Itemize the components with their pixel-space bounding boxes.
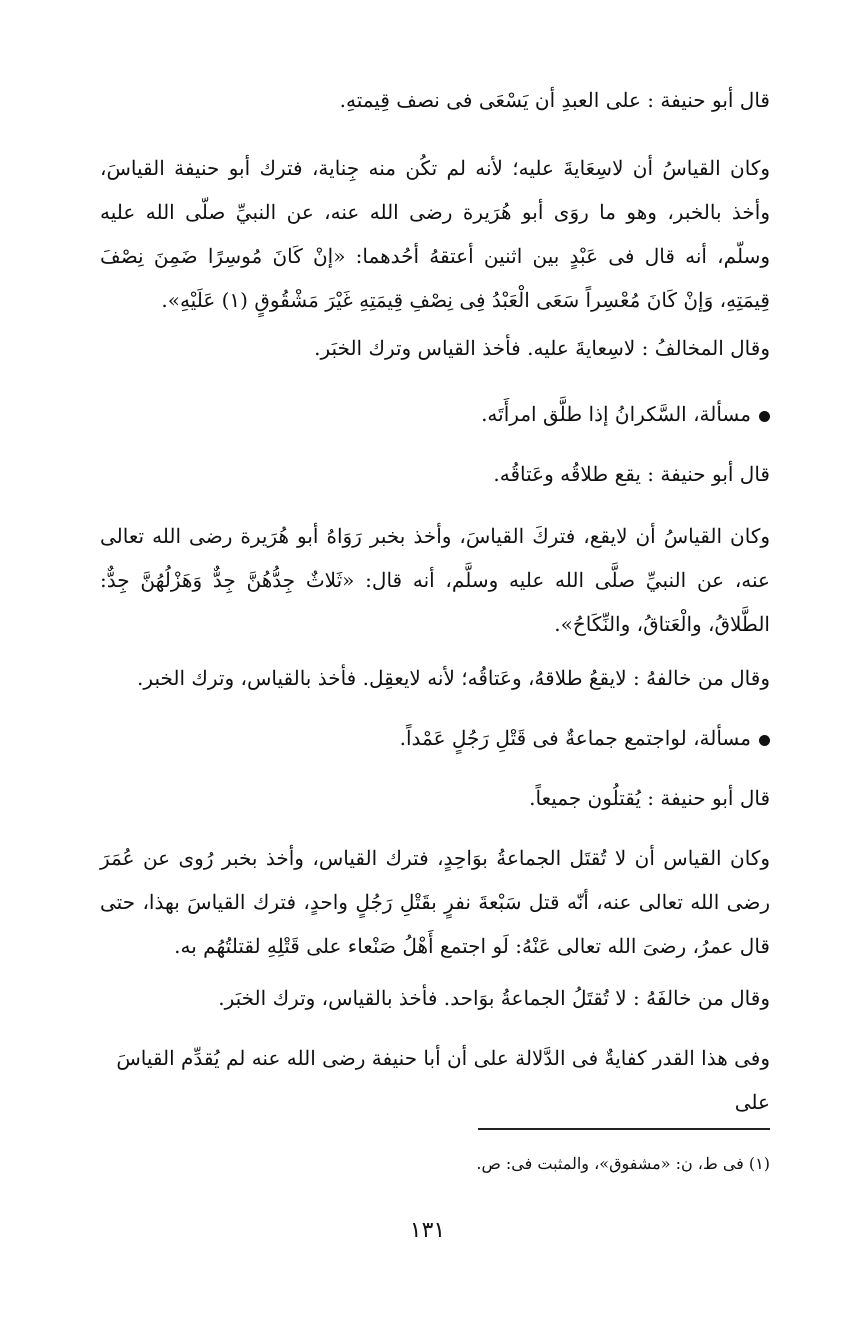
issue-heading-group-killing (100, 716, 770, 760)
footnote-divider (478, 1128, 770, 1130)
issue-heading-drunkard (100, 392, 770, 436)
issue-text-drunkard: مسألة، السَّكرانُ إذا طلَّق امرأَتَه. (481, 402, 751, 426)
footnote: (١) فى ط، ن: «مشفوق»، والمثبت فى: ص. (476, 1154, 770, 1173)
page-number: ١٣١ (409, 1218, 446, 1243)
paragraph-abu-hanifa-saying-3: قال أبو حنيفة : يُقتلُون جميعاً. (529, 786, 770, 810)
paragraph-conclusion: وفى هذا القدر كفايةٌ فى الدَّلالة على أن أبا حنيفة رضى الله عنه لم يُقدِّم القياسَ على (116, 1046, 770, 1114)
paragraph-analogy-explanation-1: وكان القياسُ أن لاسِعَايةَ عليه؛ لأنه لم تكُن منه جِناية، فترك أبو حنيفة القياسَ، وأخذ بالخبر، وهو ما روَى أبو هُرَيرة رضى الله عنه، عن النبيِّ صلّى الله عليه وسلّم، أنه قال فى عَبْدٍ بين اثنين أعتقهُ أحُدهما: «إنْ كَانَ مُوسِرًا ضَمِنَ نِصْفَ قِيمَتِهِ، وَإنْ كَانَ مُعْسِراً سَعَى الْعَبْدُ فِى نِصْفِ قِيمَتِهِ غَيْرَ مَشْقُوقٍ (١) عَلَيْهِ». (100, 156, 770, 312)
paragraph-opponent-saying-1: وقال المخالفُ : لاسِعايةَ عليه. فأخذ القياس وترك الخبَر. (314, 336, 770, 360)
paragraph-analogy-explanation-2: وكان القياسُ أن لايقع، فتركَ القياسَ، وأخذ بخبر رَوَاهُ أبو هُرَيرة رضى الله تعالى عنه، عن النبيِّ صلَّى الله عليه وسلَّم، أنه قال: «ثَلاثٌ جِدُّهُنَّ جِدٌّ وَهَزْلُهُنَّ جِدٌّ: الطَّلاقُ، والْعَتاقُ، والنِّكَاحُ». (100, 524, 770, 636)
paragraph-opponent-saying-2: وقال من خالفهُ : لايقعُ طلاقهُ، وعَتاقُه؛ لأنه لايعقِل. فأخذ بالقياس، وترك الخبر. (137, 666, 770, 690)
paragraph-abu-hanifa-saying-2: قال أبو حنيفة : يقع طلاقُه وعَتاقُه. (493, 462, 770, 486)
issue-text-group-killing: مسألة، لواجتمع جماعةٌ فى قَتْلِ رَجُلٍ عَمْداً. (399, 726, 751, 750)
paragraph-opponent-saying-3: وقال من خالفَهُ : لا تُقتَلُ الجماعةُ بوَاحد. فأخذ بالقياس، وترك الخبَر. (218, 986, 770, 1010)
paragraph-analogy-explanation-3: وكان القياس أن لا تُقتَل الجماعةُ بوَاحِدٍ، فترك القياس، وأخذ بخبر رُوى عن عُمَرَ رضى الله تعالى عنه، أنّه قتل سَبْعةَ نفرٍ بقَتْلِ رَجُلٍ واحدٍ، فترك القياسَ بهذا، حتى قال عمرُ، رضىَ الله تعالى عَنْهُ: لَو اجتمع أَهْلُ صَنْعاء على قَتْلِهِ لقتلتُهُم به. (100, 846, 770, 958)
paragraph-abu-hanifa-saying-1: قال أبو حنيفة : على العبدِ أن يَسْعَى فى نصف قِيمتهِ. (339, 88, 770, 112)
bullet-icon (759, 735, 770, 746)
bullet-icon (759, 411, 770, 422)
